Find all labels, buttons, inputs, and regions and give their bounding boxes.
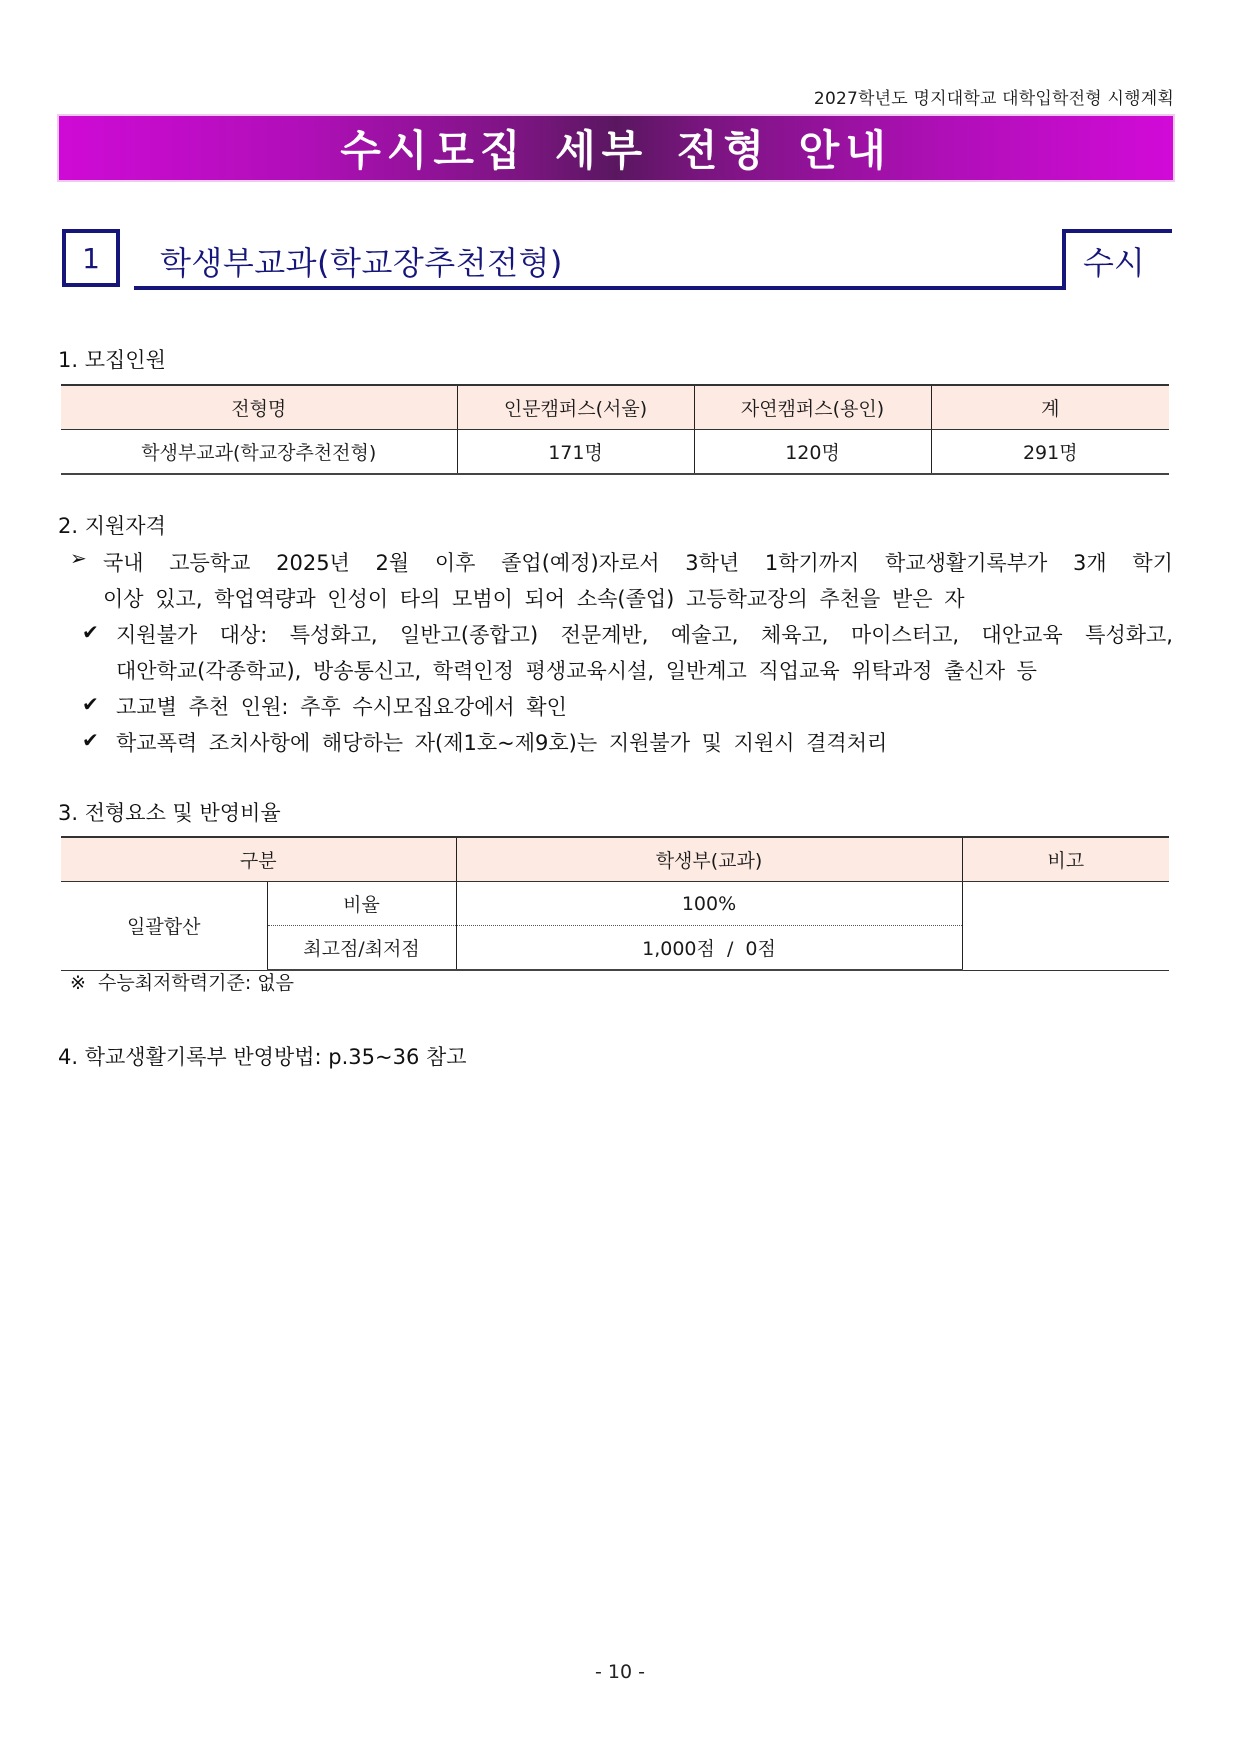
tag-corner-divider (1062, 229, 1066, 290)
arrow-bullet-icon: ➢ (70, 546, 87, 570)
check-icon: ✔ (82, 692, 99, 716)
page-number: - 10 - (595, 1661, 645, 1683)
record-method-heading: 4. 학교생활기록부 반영방법: p.35~36 참고 (58, 1045, 467, 1069)
eligibility-heading: 2. 지원자격 (58, 514, 166, 538)
ineligible-targets-line2: 대안학교(각종학교), 방송통신고, 학력인정 평생교육시설, 일반계고 직업교육 위탁과정 출신자 등 (116, 659, 1037, 683)
table-cell: 1,000점 / 0점 (456, 926, 962, 971)
title-banner (59, 116, 1173, 180)
table-cell: 171명 (457, 430, 694, 475)
column-header: 전형명 (61, 385, 457, 430)
table-cell: 291명 (931, 430, 1169, 475)
school-violence-item: 학교폭력 조치사항에 해당하는 자(제1호~제9호)는 지원불가 및 지원시 결격처리 (116, 731, 888, 755)
table-header-row (61, 385, 1169, 430)
table-cell: 비율 (267, 882, 456, 926)
table-row (61, 882, 1169, 926)
recommendation-quota-item: 고교별 추천 인원: 추후 수시모집요강에서 확인 (116, 695, 567, 719)
check-icon: ✔ (82, 728, 99, 752)
section-title: 학생부교과(학교장추천전형) (160, 244, 563, 282)
column-header: 자연캠퍼스(용인) (694, 385, 931, 430)
section-tag: 수시 (1083, 244, 1145, 282)
running-header: 2027학년도 명지대학교 대학입학전형 시행계획 (813, 89, 1174, 109)
selection-ratio-table (61, 836, 1169, 971)
section-number-box: 1 (62, 229, 120, 287)
group-label-cell: 일괄합산 (61, 882, 267, 971)
recruitment-heading: 1. 모집인원 (58, 348, 166, 372)
table-cell: 최고점/최저점 (267, 926, 456, 971)
column-header: 비고 (962, 837, 1169, 882)
csat-minimum-note: ※ 수능최저학력기준: 없음 (70, 972, 294, 994)
section-underline (134, 286, 1066, 290)
table-row (61, 430, 1169, 475)
column-header: 인문캠퍼스(서울) (457, 385, 694, 430)
column-header: 계 (931, 385, 1169, 430)
recruitment-table (61, 384, 1169, 475)
eligibility-main-line2: 이상 있고, 학업역량과 인성이 타의 모범이 되어 소속(졸업) 고등학교장의 추천을 받은 자 (103, 587, 965, 611)
table-cell: 100% (456, 882, 962, 926)
table-header-row (61, 837, 1169, 882)
eligibility-main-line1: 국내 고등학교 2025년 2월 이후 졸업(예정)자로서 3학년 1학기까지 학교생활기록부가 3개 학기 (103, 551, 1173, 575)
table-cell: 120명 (694, 430, 931, 475)
check-icon: ✔ (82, 620, 99, 644)
ineligible-targets-line1: 지원불가 대상: 특성화고, 일반고(종합고) 전문계반, 예술고, 체육고, 마이스터고, 대안교육 특성화고, (116, 623, 1173, 647)
tag-corner-top-line (1062, 229, 1172, 233)
title-banner-text: 수시모집 세부 전형 안내 (340, 126, 892, 175)
selection-heading: 3. 전형요소 및 반영비율 (58, 801, 281, 825)
remark-cell (962, 882, 1169, 971)
table-cell: 학생부교과(학교장추천전형) (61, 430, 457, 475)
column-header: 학생부(교과) (456, 837, 962, 882)
column-header: 구분 (61, 837, 456, 882)
